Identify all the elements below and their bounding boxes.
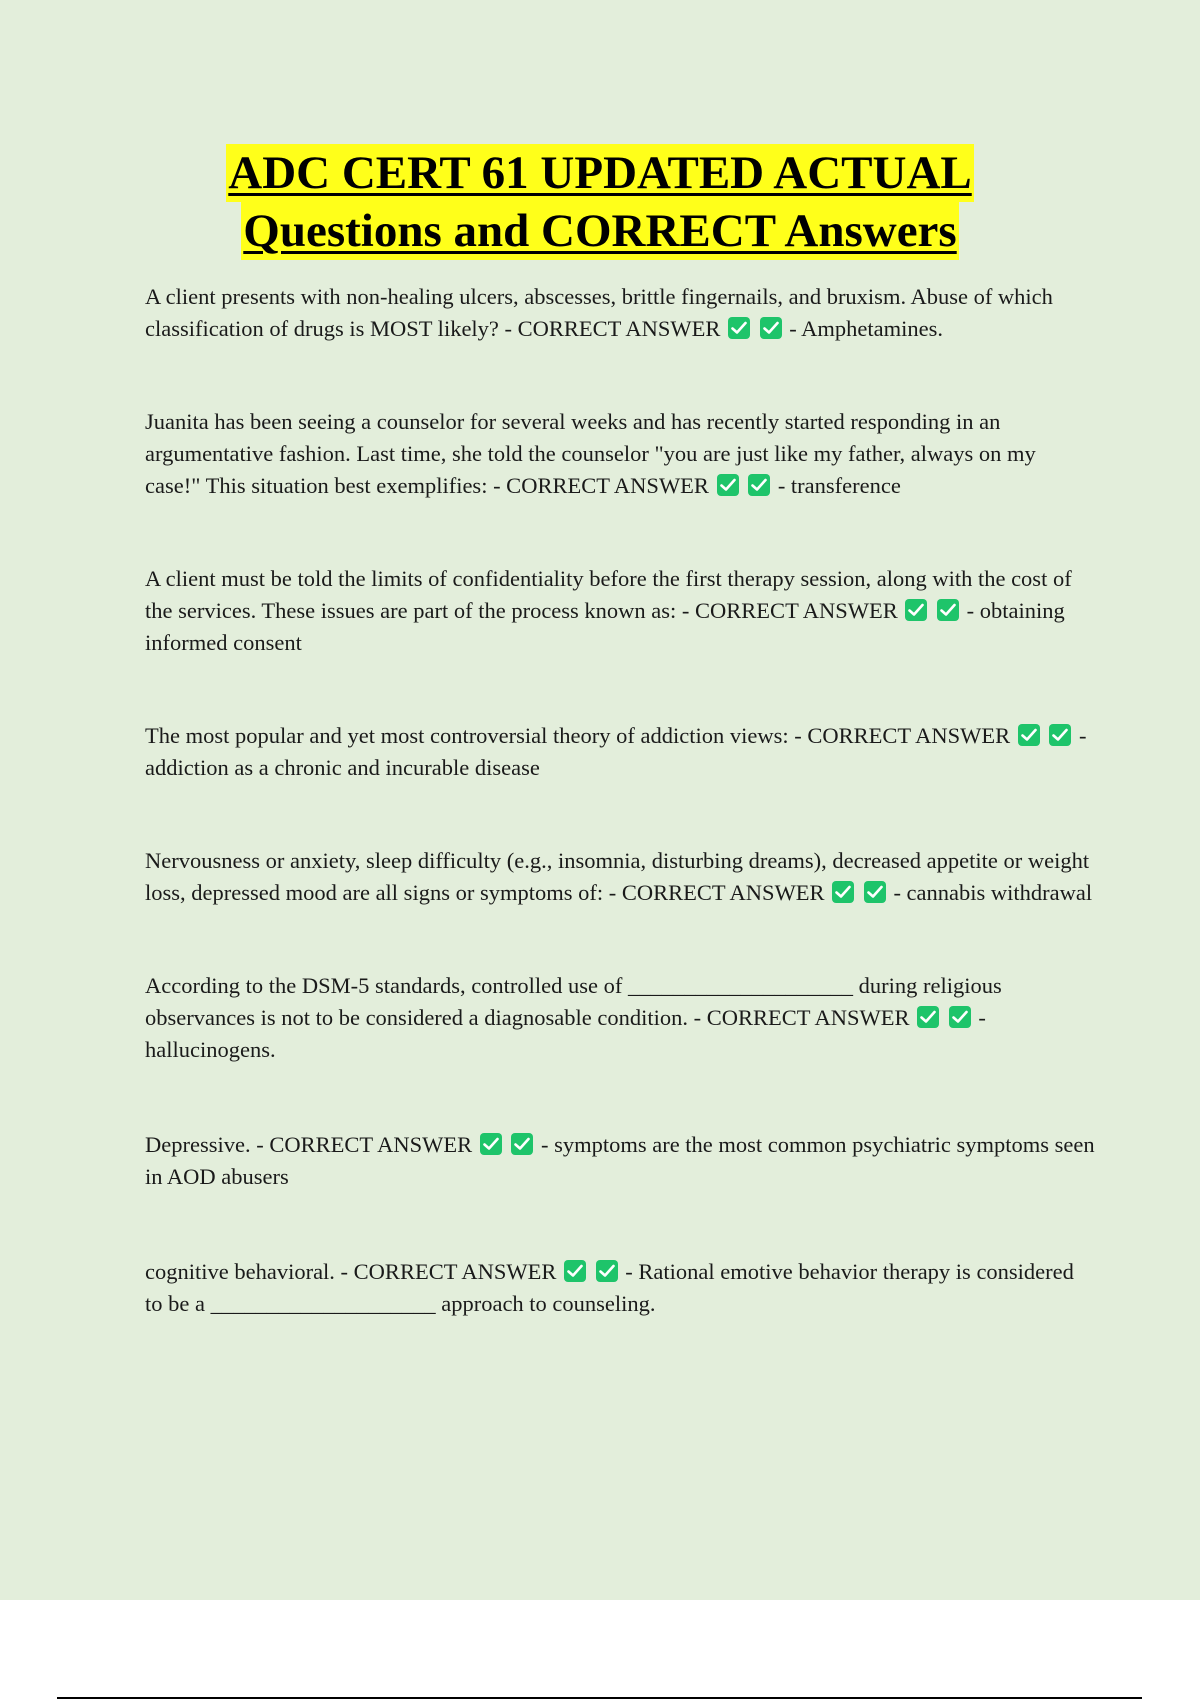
- answer-text: - cannabis withdrawal: [893, 880, 1093, 905]
- check-mark-icon: [596, 1260, 618, 1282]
- qa-item-7: [145, 1129, 1095, 1193]
- check-mark-icon: [480, 1133, 502, 1155]
- check-mark-icon: [511, 1133, 533, 1155]
- answer-text: - transference: [777, 473, 901, 498]
- qa-item-6: [145, 970, 1095, 1066]
- check-mark-icon: [1018, 724, 1040, 746]
- check-mark-icon: [905, 599, 927, 621]
- qa-item-8: [145, 1256, 1095, 1320]
- qa-item-4: [145, 720, 1095, 784]
- check-mark-icon: [748, 474, 770, 496]
- check-mark-icon: [1049, 724, 1071, 746]
- check-mark-icon: [917, 1006, 939, 1028]
- check-mark-icon: [832, 881, 854, 903]
- question-text: Juanita has been seeing a counselor for several weeks and has recently started responding in an argumentative fashion. Last time, she told the counselor "you are just like my father, always on my case!" This situation best exemplifies: - CORRECT ANSWER: [145, 409, 1036, 498]
- question-text: A client must be told the limits of confidentiality before the first therapy session, along with the cost of the services. These issues are part of the process known as: - CORRECT ANSWER: [145, 566, 1072, 623]
- check-mark-icon: [864, 881, 886, 903]
- page-divider: [57, 1697, 1142, 1699]
- document-title: [0, 144, 1200, 260]
- answer-text: - Amphetamines.: [789, 316, 944, 341]
- answer-text: - hallucinogens.: [145, 1005, 986, 1062]
- check-mark-icon: [937, 599, 959, 621]
- qa-item-1: [145, 281, 1095, 345]
- qa-item-2: [145, 406, 1095, 502]
- qa-item-5: [145, 845, 1095, 909]
- check-mark-icon: [717, 474, 739, 496]
- question-text: According to the DSM-5 standards, controlled use of ____________________ during religious observances is not to be considered a diagnosable condition. - CORRECT ANSWER: [145, 973, 1002, 1030]
- question-text: The most popular and yet most controversial theory of addiction views: - CORRECT ANSWER: [145, 723, 1011, 748]
- qa-list: [145, 281, 1095, 1320]
- answer-text: - obtaining informed consent: [145, 598, 1065, 655]
- check-mark-icon: [728, 317, 750, 339]
- title-line-2: Questions and CORRECT Answers: [241, 202, 958, 260]
- title-line-1: ADC CERT 61 UPDATED ACTUAL: [226, 144, 973, 202]
- answer-text: - symptoms are the most common psychiatric symptoms seen in AOD abusers: [145, 1132, 1095, 1189]
- question-text: cognitive behavioral. - CORRECT ANSWER: [145, 1259, 557, 1284]
- check-mark-icon: [760, 317, 782, 339]
- question-text: Depressive. - CORRECT ANSWER: [145, 1132, 473, 1157]
- question-text: Nervousness or anxiety, sleep difficulty (e.g., insomnia, disturbing dreams), decreased appetite or weight loss, depressed mood are all signs or symptoms of: - CORRECT ANSWER: [145, 848, 1090, 905]
- question-text: A client presents with non-healing ulcers, abscesses, brittle fingernails, and bruxism. Abuse of which classification of drugs is MOST likely? - CORRECT ANSWER: [145, 284, 1053, 341]
- qa-item-3: [145, 563, 1095, 659]
- answer-text: - addiction as a chronic and incurable disease: [145, 723, 1087, 780]
- check-mark-icon: [949, 1006, 971, 1028]
- check-mark-icon: [564, 1260, 586, 1282]
- answer-text: - Rational emotive behavior therapy is considered to be a ____________________ approach to counseling.: [145, 1259, 1074, 1316]
